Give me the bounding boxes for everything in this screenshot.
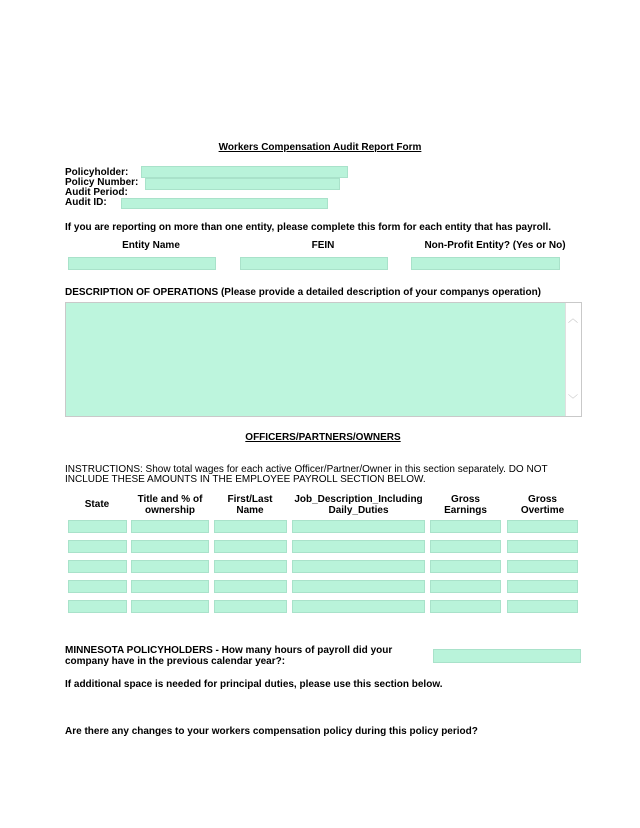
officer-title-ownership-field[interactable] [131,540,209,553]
changes-question: Are there any changes to your workers compensation policy during this policy period? [65,726,478,737]
officer-gross-earnings-field[interactable] [430,520,501,533]
officer-title-ownership-field[interactable] [131,560,209,573]
officer-state-field[interactable] [68,580,127,593]
officer-gross-overtime-field[interactable] [507,580,578,593]
officer-title-ownership-field[interactable] [131,600,209,613]
gross-earnings-header: Gross Earnings [444,494,487,516]
title-ownership-header: Title and % of ownership [137,494,203,516]
first-last-name-header: First/Last Name [227,494,273,516]
officer-job-description-field[interactable] [292,520,425,533]
audit-id-label: Audit ID: [65,197,107,208]
officer-gross-overtime-field[interactable] [507,520,578,533]
audit-id-field[interactable] [121,198,328,209]
officer-state-field[interactable] [68,520,127,533]
officer-job-description-field[interactable] [292,580,425,593]
officer-first-last-name-field[interactable] [214,540,287,553]
policy-number-label: Policy Number: [65,177,139,188]
entity-name-header: Entity Name [122,240,180,251]
officer-first-last-name-field[interactable] [214,600,287,613]
officer-gross-earnings-field[interactable] [430,560,501,573]
officer-state-field[interactable] [68,560,127,573]
state-header: State [84,499,110,510]
officer-job-description-field[interactable] [292,600,425,613]
policy-number-field[interactable] [145,178,340,190]
officer-first-last-name-field[interactable] [214,580,287,593]
gross-overtime-header: Gross Overtime [520,494,565,516]
audit-period-label: Audit Period: [65,187,128,198]
scroll-down-icon[interactable]: ﹀ [568,395,578,406]
officer-gross-earnings-field[interactable] [430,540,501,553]
officer-gross-overtime-field[interactable] [507,540,578,553]
officer-first-last-name-field[interactable] [214,520,287,533]
entity-instruction: If you are reporting on more than one entity, please complete this form for each entity that has payroll. [65,222,552,233]
fein-field[interactable] [240,257,388,270]
officer-job-description-field[interactable] [292,540,425,553]
officer-title-ownership-field[interactable] [131,520,209,533]
policyholder-label: Policyholder: [65,167,129,178]
job-description-header: Job_Description_Including Daily_Duties [294,494,423,516]
officer-state-field[interactable] [68,540,127,553]
officer-job-description-field[interactable] [292,560,425,573]
minnesota-question: MINNESOTA POLICYHOLDERS - How many hours of payroll did your company have in the previous calendar year?: [65,645,393,667]
officer-gross-overtime-field[interactable] [507,600,578,613]
non-profit-header: Non-Profit Entity? (Yes or No) [424,240,566,251]
officer-gross-earnings-field[interactable] [430,600,501,613]
fein-header: FEIN [311,240,335,251]
officer-gross-earnings-field[interactable] [430,580,501,593]
officer-state-field[interactable] [68,600,127,613]
officer-gross-overtime-field[interactable] [507,560,578,573]
additional-space-note: If additional space is needed for principal duties, please use this section below. [65,679,443,690]
description-scrollbar[interactable] [565,303,581,416]
form-title: Workers Compensation Audit Report Form [218,142,422,153]
description-label: DESCRIPTION OF OPERATIONS (Please provide a detailed description of your companys operation) [65,287,542,298]
scroll-up-icon[interactable]: ︿ [568,314,578,325]
officer-title-ownership-field[interactable] [131,580,209,593]
entity-name-field[interactable] [68,257,216,270]
non-profit-field[interactable] [411,257,560,270]
policyholder-field[interactable] [141,166,348,178]
minnesota-hours-field[interactable] [433,649,581,663]
officers-instructions: INSTRUCTIONS: Show total wages for each active Officer/Partner/Owner in this section separately. DO NOT INCLUDE THESE AMOUNTS IN THE EMPLOYEE PAYROLL SECTION BELOW. [65,464,548,485]
officer-first-last-name-field[interactable] [214,560,287,573]
officers-heading: OFFICERS/PARTNERS/OWNERS [245,432,401,443]
description-textarea[interactable] [65,302,582,417]
